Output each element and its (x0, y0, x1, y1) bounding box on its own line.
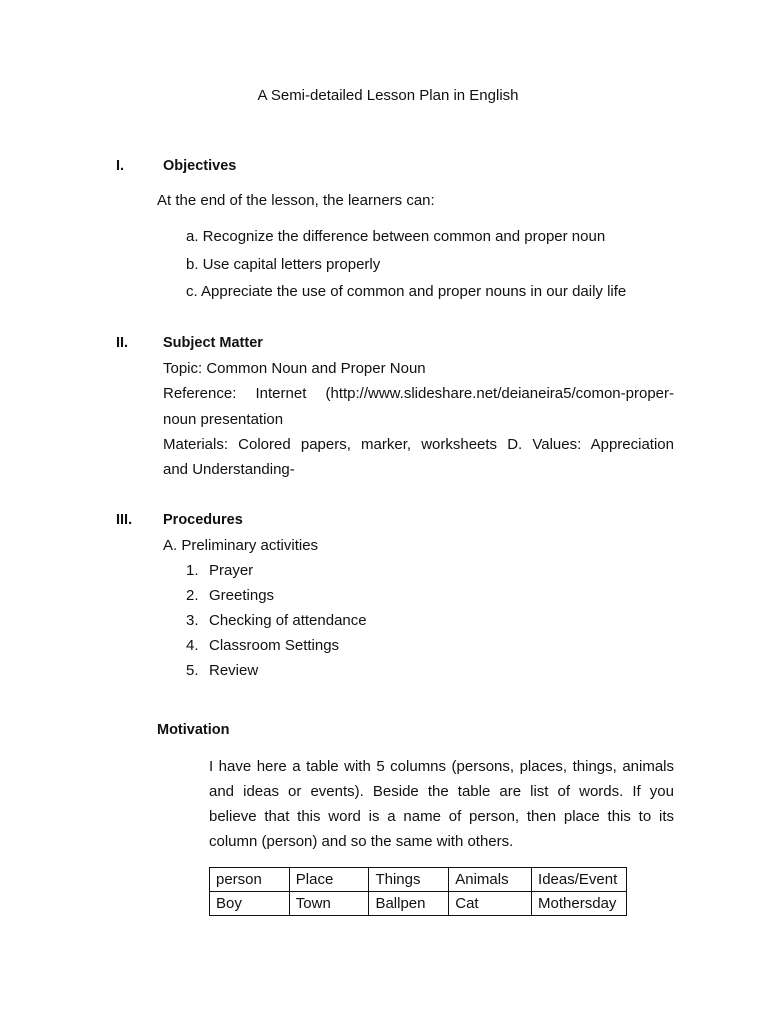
procedures-subheading: A. Preliminary activities (163, 537, 319, 554)
motivation-paragraph (209, 754, 674, 854)
motivation-line: column (person) and so the same with others. (209, 833, 514, 850)
table-header-cell: Things (369, 868, 449, 892)
table-row (210, 892, 627, 916)
step-number: 3. (186, 612, 199, 629)
table-header-cell: Place (289, 868, 369, 892)
step-number: 1. (186, 562, 199, 579)
motivation-line: believe that this word is a name of person, then place this to its (209, 808, 674, 825)
step-label: Classroom Settings (209, 637, 340, 654)
table-cell: Boy (210, 892, 290, 916)
section-number-procedures: III. (116, 512, 133, 528)
table-header-cell: person (210, 868, 290, 892)
section-number-subject-matter: II. (116, 335, 129, 351)
table-cell: Cat (449, 892, 532, 916)
document-title: A Semi-detailed Lesson Plan in English (257, 87, 519, 104)
subject-reference-line: noun presentation (163, 411, 284, 428)
motivation-heading: Motivation (157, 722, 230, 738)
step-number: 4. (186, 637, 199, 654)
motivation-line: and ideas or events). Beside the table are list of words. If you (209, 783, 674, 800)
objective-item: c. Appreciate the use of common and proper nouns in our daily life (186, 283, 627, 300)
table-cell: Ballpen (369, 892, 449, 916)
subject-materials-line: and Understanding- (163, 461, 295, 478)
motivation-line: I have here a table with 5 columns (persons, places, things, animals (209, 758, 674, 775)
section-number-objectives: I. (116, 158, 125, 174)
step-label: Prayer (209, 562, 254, 579)
section-heading-procedures: Procedures (163, 512, 243, 528)
step-label: Greetings (209, 587, 275, 604)
table-header-row (210, 868, 627, 892)
objective-item: a. Recognize the difference between common and proper noun (186, 228, 606, 245)
word-category-table (209, 867, 627, 916)
step-number: 2. (186, 587, 199, 604)
objectives-intro: At the end of the lesson, the learners can: (157, 192, 435, 209)
subject-topic: Topic: Common Noun and Proper Noun (163, 360, 426, 377)
table-header-cell: Ideas/Event (532, 868, 627, 892)
step-label: Checking of attendance (209, 612, 367, 629)
section-heading-subject-matter: Subject Matter (163, 335, 263, 351)
step-label: Review (209, 662, 259, 679)
subject-reference-line: Reference: Internet (http://www.slideshare.net/deianeira5/comon-proper- (163, 385, 674, 402)
table-header-cell: Animals (449, 868, 532, 892)
objective-item: b. Use capital letters properly (186, 256, 381, 273)
step-number: 5. (186, 662, 199, 679)
subject-materials-line: Materials: Colored papers, marker, worksheets D. Values: Appreciation (163, 436, 674, 453)
section-heading-objectives: Objectives (163, 158, 237, 174)
table-cell: Town (289, 892, 369, 916)
table-cell: Mothersday (532, 892, 627, 916)
